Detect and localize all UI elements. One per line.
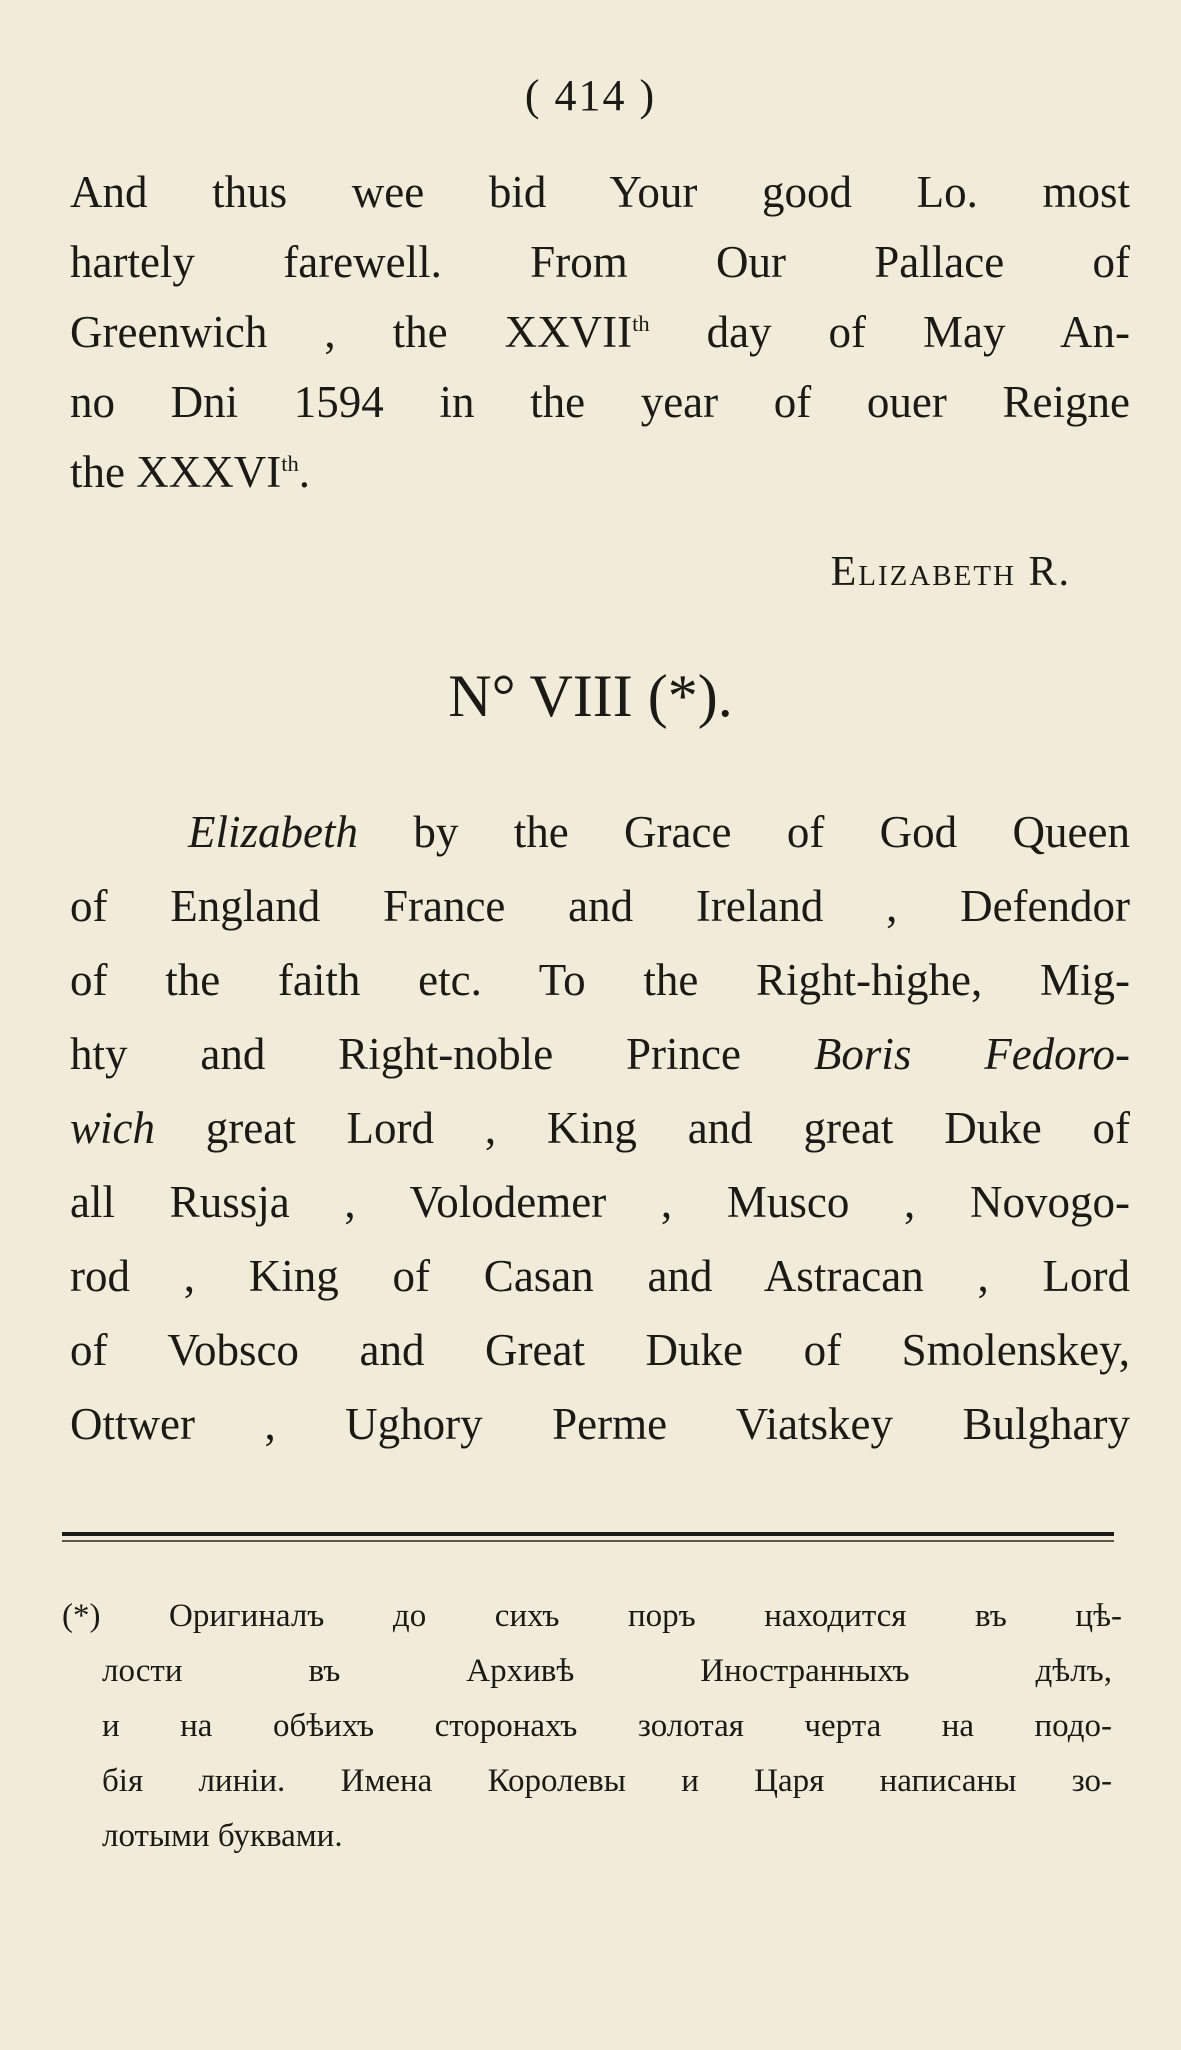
- letter-line-5-text: the XXXVI: [70, 447, 282, 497]
- footnote-rule: [62, 1532, 1114, 1536]
- body-line-6: all Russja , Volodemer , Musco , Novogo-: [70, 1177, 1130, 1227]
- letter-line-3: [70, 307, 1131, 357]
- letter-line-5-tail: .: [298, 447, 310, 497]
- body-line-5-text: great Lord , King and great Duke of: [155, 1103, 1130, 1153]
- footnote-line-3: и на обѣихъ сторонахъ золотая черта на подо-: [102, 1708, 1112, 1744]
- letter-line-5: [70, 447, 1130, 497]
- body-line-3: of the faith etc. To the Right-highe, Mig-: [70, 955, 1130, 1005]
- letter-line-1: And thus wee bid Your good Lo. most: [70, 167, 1130, 217]
- footnote-line-1: (*) Оригиналъ до сихъ поръ находится въ цѣ-: [62, 1598, 1122, 1634]
- body-line-5: [70, 1103, 1130, 1153]
- letter-line-4: no Dni 1594 in the year of ouer Reigne: [70, 377, 1130, 427]
- letter-line-3-sup: th: [632, 311, 650, 336]
- number-prefix: N°: [448, 663, 516, 729]
- letter-line-2: hartely farewell. From Our Pallace of: [70, 237, 1130, 287]
- section-numeral: VIII: [529, 663, 633, 729]
- body-line-2: of England France and Ireland , Defendor: [70, 881, 1130, 931]
- body-line-1-italic: Elizabeth: [188, 807, 358, 857]
- letter-line-3-text: Greenwich , the XXVII: [70, 307, 633, 357]
- body-line-4: [70, 1029, 1131, 1079]
- page-number: ( 414 ): [524, 71, 657, 120]
- letter-line-5-sup: th: [281, 451, 299, 476]
- footnote-rule-thin: [62, 1540, 1114, 1542]
- letter-line-3-tail: day of May An-: [649, 307, 1131, 357]
- body-line-8: of Vobsco and Great Duke of Smolenskey,: [70, 1325, 1130, 1375]
- body-line-1: [188, 807, 1130, 857]
- body-line-4-text: hty and Right-noble Prince: [70, 1029, 814, 1079]
- footnote-line-4: бія линіи. Имена Королевы и Царя написаны зо-: [102, 1763, 1112, 1799]
- signature: Elizabeth R.: [830, 549, 1071, 595]
- body-line-5-italic: wich: [70, 1103, 155, 1153]
- body-line-9: Ottwer , Ughory Perme Viatskey Bulghary: [70, 1399, 1130, 1449]
- section-heading: [0, 662, 1181, 731]
- body-line-7: rod , King of Casan and Astracan , Lord: [70, 1251, 1130, 1301]
- footnote-line-5: лотыми буквами.: [102, 1818, 343, 1854]
- footnote-line-2: лости въ Архивѣ Иностранныхъ дѣлъ,: [102, 1653, 1112, 1689]
- footnote-mark: (*).: [647, 663, 733, 729]
- body-line-1-text: by the Grace of God Queen: [357, 807, 1130, 857]
- body-line-4-italic: Boris Fedoro-: [813, 1029, 1131, 1079]
